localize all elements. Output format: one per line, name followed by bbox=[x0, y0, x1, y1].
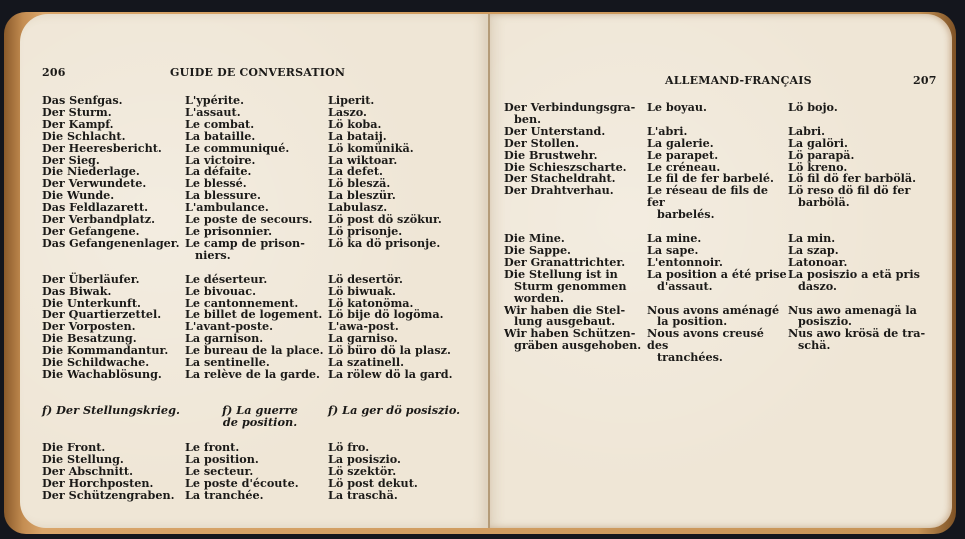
german-term-text: Der Horchposten. bbox=[42, 475, 154, 490]
french-term bbox=[647, 266, 788, 305]
pronunciation-text: La wiktoar. bbox=[328, 152, 398, 167]
pronunciation-text: Lö desertör. bbox=[328, 271, 403, 286]
pronunciation-text: Lö reso dö fil dö fer bbox=[788, 183, 911, 198]
german-term-text: Der Sieg. bbox=[42, 152, 100, 167]
pronunciation-text: Labri. bbox=[788, 123, 825, 138]
pronunciation-text: Lö kreno. bbox=[788, 159, 848, 174]
german-term-text: Die Wachablösung. bbox=[42, 366, 162, 381]
french-term-text: Nous avons creusé des bbox=[647, 326, 764, 353]
pronunciation-text: La galöri. bbox=[788, 135, 848, 150]
pronunciation-text: Lö parapä. bbox=[788, 147, 855, 162]
german-term-text: Der Stacheldraht. bbox=[504, 171, 616, 186]
french-term-text: L'ambulance. bbox=[185, 200, 269, 215]
german-term-text: Das Gefangenenlager. bbox=[42, 235, 180, 250]
pronunciation bbox=[788, 328, 928, 364]
entry-row bbox=[42, 235, 468, 262]
french-term-text: L'assaut. bbox=[185, 104, 241, 119]
entries-top bbox=[42, 95, 468, 381]
french-term-text: Le camp de prison- bbox=[185, 235, 305, 250]
french-term-text: La blessure. bbox=[185, 188, 261, 203]
german-term-text: Wir haben die Stel- bbox=[504, 302, 626, 317]
french-term bbox=[185, 235, 328, 262]
german-term-text: Die Mine. bbox=[504, 231, 565, 246]
german-term bbox=[504, 102, 647, 126]
french-term-text: Le poste d'écoute. bbox=[185, 475, 299, 490]
pronunciation-text: Lö katonöma. bbox=[328, 295, 414, 310]
german-term-text: Das Feldlazarett. bbox=[42, 200, 149, 215]
french-term-continuation: d'assaut. bbox=[657, 278, 713, 293]
german-term-text: Wir haben Schützen- bbox=[504, 326, 636, 341]
pronunciation bbox=[788, 266, 928, 305]
pronunciation-text: Lö szektör. bbox=[328, 463, 397, 478]
german-term-text: Der Quartierzettel. bbox=[42, 307, 162, 322]
pronunciation bbox=[328, 366, 468, 381]
entry-row bbox=[504, 328, 928, 364]
french-term bbox=[647, 102, 788, 126]
french-term bbox=[647, 302, 788, 329]
entry-row bbox=[42, 366, 468, 381]
french-term-text: La galerie. bbox=[647, 135, 714, 150]
section-heading-de: f) Der Stellungskrieg. bbox=[42, 403, 180, 417]
german-term bbox=[504, 185, 647, 221]
pronunciation-text: Lö post dekut. bbox=[328, 475, 418, 490]
french-term-text: Le combat. bbox=[185, 116, 255, 131]
pronunciation-text: Liperit. bbox=[328, 93, 375, 107]
pronunciation-text: Lö bleszä. bbox=[328, 176, 391, 191]
french-term-text: La tranchée. bbox=[185, 487, 264, 502]
pronunciation-text: Nus awo krösä de tra- bbox=[788, 326, 926, 341]
german-term-text: Der Stollen. bbox=[504, 135, 579, 150]
pronunciation-text: Lö fro. bbox=[328, 440, 370, 454]
german-term-text: Die Kommandantur. bbox=[42, 343, 169, 358]
german-term-text: Der Gefangene. bbox=[42, 223, 140, 238]
pronunciation-text: La bleszür. bbox=[328, 188, 396, 203]
german-term bbox=[42, 235, 185, 262]
french-term-text: La sape. bbox=[647, 242, 699, 257]
pronunciation-text: Lö büro dö la plasz. bbox=[328, 343, 451, 358]
german-term-text: Die Sappe. bbox=[504, 242, 571, 257]
french-term-text: La relève de la garde. bbox=[185, 366, 320, 381]
french-term-text: L'abri. bbox=[647, 123, 688, 138]
french-term-continuation: barbelés. bbox=[657, 207, 715, 222]
pronunciation-text: Lö komünikä. bbox=[328, 140, 414, 155]
pronunciation-text: Labulasz. bbox=[328, 200, 388, 215]
pronunciation-text: Lö post dö szökur. bbox=[328, 212, 442, 227]
section-heading-pron: f) La ger dö posiszio. bbox=[328, 403, 461, 417]
pronunciation-text: L'awa-post. bbox=[328, 319, 399, 334]
right-page bbox=[490, 14, 952, 528]
pronunciation-text: Lö prisonje. bbox=[328, 223, 403, 238]
pronunciation bbox=[788, 102, 928, 126]
german-term-text: Die Besatzung. bbox=[42, 331, 137, 346]
section-heading-fr-line1: f) La guerre bbox=[222, 403, 298, 417]
german-term bbox=[42, 366, 185, 381]
german-term-text: Der Vorposten. bbox=[42, 319, 136, 334]
german-term-text: Die Unterkunft. bbox=[42, 295, 141, 310]
french-term-text: Le bureau de la place. bbox=[185, 343, 324, 358]
pronunciation-text: Lö bojo. bbox=[788, 100, 838, 114]
german-term-continuation: lung ausgebaut. bbox=[514, 314, 616, 329]
french-term-text: La position a été prise bbox=[647, 266, 787, 281]
page-number: 206 bbox=[42, 66, 66, 79]
german-term bbox=[42, 487, 185, 502]
left-page bbox=[20, 14, 488, 528]
german-term-text: Der Überläufer. bbox=[42, 271, 140, 286]
german-term-text: Die Stellung ist in bbox=[504, 266, 618, 281]
french-term bbox=[185, 366, 328, 381]
french-term-continuation: la position. bbox=[657, 314, 728, 329]
french-term-continuation: niers. bbox=[195, 247, 231, 262]
german-term-text: Der Sturm. bbox=[42, 104, 112, 119]
german-term bbox=[504, 328, 647, 364]
german-term-text: Der Abschnitt. bbox=[42, 463, 133, 478]
french-term-text: Le communiqué. bbox=[185, 140, 290, 155]
german-term-text: Der Schützengraben. bbox=[42, 487, 175, 502]
german-term bbox=[504, 302, 647, 329]
entry-row bbox=[504, 185, 928, 221]
section-heading-fr-line2: de position. bbox=[222, 415, 298, 429]
pronunciation bbox=[788, 185, 928, 221]
french-term-text: La sentinelle. bbox=[185, 355, 270, 370]
entry-row bbox=[504, 102, 928, 126]
french-term-text: Le boyau. bbox=[647, 100, 707, 114]
french-term-text: Le créneau. bbox=[647, 159, 721, 174]
german-term-text: Die Schieszscharte. bbox=[504, 159, 627, 174]
pronunciation-text: Latonoar. bbox=[788, 254, 848, 269]
french-term-text: Le fil de fer barbelé. bbox=[647, 171, 774, 186]
german-term bbox=[504, 266, 647, 305]
german-term-text: Der Granattrichter. bbox=[504, 254, 626, 269]
german-term-text: Die Niederlage. bbox=[42, 164, 140, 179]
entries bbox=[504, 102, 928, 364]
german-term-text: Der Kampf. bbox=[42, 116, 114, 131]
pronunciation bbox=[328, 235, 468, 262]
french-term-text: Le parapet. bbox=[647, 147, 719, 162]
french-term-text: La position. bbox=[185, 451, 259, 466]
german-term-text: Der Verwundete. bbox=[42, 176, 147, 191]
pronunciation-text: La rölew dö la gard. bbox=[328, 366, 453, 381]
german-term-text: Das Senfgas. bbox=[42, 93, 123, 107]
german-term-text: Die Wunde. bbox=[42, 188, 115, 203]
pronunciation-text: La defet. bbox=[328, 164, 383, 179]
german-term-text: Die Schlacht. bbox=[42, 128, 126, 143]
french-term-text: La garnison. bbox=[185, 331, 264, 346]
pronunciation-text: La posiszio. bbox=[328, 451, 401, 466]
pronunciation-continuation: daszo. bbox=[798, 278, 837, 293]
pronunciation-text: La min. bbox=[788, 231, 836, 246]
french-term-text: L'avant-poste. bbox=[185, 319, 273, 334]
french-term-text: Le secteur. bbox=[185, 463, 254, 478]
french-term-text: Le réseau de fils de fer bbox=[647, 183, 768, 210]
french-term bbox=[185, 487, 328, 502]
german-term-text: Der Unterstand. bbox=[504, 123, 606, 138]
page-number: 207 bbox=[913, 74, 937, 87]
pronunciation-text: Nus awo amenagä la bbox=[788, 302, 917, 317]
pronunciation-text: Lö ka dö prisonje. bbox=[328, 235, 441, 250]
entry-row bbox=[42, 487, 468, 502]
french-term-text: Le front. bbox=[185, 440, 240, 454]
pronunciation-text: Laszo. bbox=[328, 104, 367, 119]
entries-bottom bbox=[42, 442, 468, 502]
french-term-text: Le cantonnement. bbox=[185, 295, 299, 310]
pronunciation-text: Lö koba. bbox=[328, 116, 382, 131]
french-term-text: Nous avons aménagé bbox=[647, 302, 780, 317]
pronunciation-text: La bataij. bbox=[328, 128, 387, 143]
french-term-text: Le billet de logement. bbox=[185, 307, 323, 322]
pronunciation bbox=[788, 302, 928, 329]
french-term-text: La défaite. bbox=[185, 164, 252, 179]
pronunciation-continuation: barbölä. bbox=[798, 195, 850, 210]
pronunciation-text: La szap. bbox=[788, 242, 839, 257]
german-term-text: Die Front. bbox=[42, 440, 106, 454]
french-term-text: Le blessé. bbox=[185, 176, 247, 191]
french-term-text: La mine. bbox=[647, 231, 702, 246]
german-term-continuation: Sturm genommen bbox=[514, 278, 627, 293]
french-term-text: Le bivouac. bbox=[185, 283, 257, 298]
running-head: GUIDE DE CONVERSATION bbox=[170, 66, 346, 79]
german-term-continuation: ben. bbox=[514, 111, 541, 126]
french-term-continuation: tranchées. bbox=[657, 350, 723, 365]
french-term-text: L'entonnoir. bbox=[647, 254, 723, 269]
german-term-continuation: gräben ausgehoben. bbox=[514, 338, 642, 353]
french-term bbox=[647, 185, 788, 221]
pronunciation-text: Lö bije dö logöma. bbox=[328, 307, 444, 322]
german-term-text: Der Verbindungsgra- bbox=[504, 100, 636, 114]
german-term-text: Der Drahtverhau. bbox=[504, 183, 614, 198]
french-term bbox=[647, 328, 788, 364]
german-term-text: Die Brustwehr. bbox=[504, 147, 598, 162]
french-term-text: Le prisonnier. bbox=[185, 223, 273, 238]
pronunciation-continuation: posiszio. bbox=[798, 314, 852, 329]
french-term-text: Le déserteur. bbox=[185, 271, 268, 286]
german-term-continuation: worden. bbox=[514, 290, 564, 305]
entry-row bbox=[504, 266, 928, 305]
pronunciation-text: La szatinell. bbox=[328, 355, 404, 370]
french-term-text: La victoire. bbox=[185, 152, 256, 167]
german-term-text: Die Schildwache. bbox=[42, 355, 150, 370]
german-term-text: Der Heeresbericht. bbox=[42, 140, 162, 155]
german-term-text: Die Stellung. bbox=[42, 451, 124, 466]
pronunciation-text: La posiszio a etä pris bbox=[788, 266, 920, 281]
french-term-text: Le poste de secours. bbox=[185, 212, 313, 227]
running-head: ALLEMAND-FRANÇAIS bbox=[665, 74, 812, 87]
pronunciation-text: La garniso. bbox=[328, 331, 398, 346]
french-term-text: La bataille. bbox=[185, 128, 256, 143]
entry-row bbox=[504, 302, 928, 329]
section-heading-fr bbox=[200, 404, 320, 428]
german-term-text: Das Biwak. bbox=[42, 283, 112, 298]
french-term-text: L'ypérite. bbox=[185, 93, 245, 107]
pronunciation-text: Lö fil dö fer barbölä. bbox=[788, 171, 917, 186]
pronunciation-text: La traschä. bbox=[328, 487, 398, 502]
pronunciation-text: Lö biwuak. bbox=[328, 283, 396, 298]
pronunciation bbox=[328, 487, 468, 502]
german-term-text: Der Verbandplatz. bbox=[42, 212, 156, 227]
pronunciation-continuation: schä. bbox=[798, 338, 831, 353]
